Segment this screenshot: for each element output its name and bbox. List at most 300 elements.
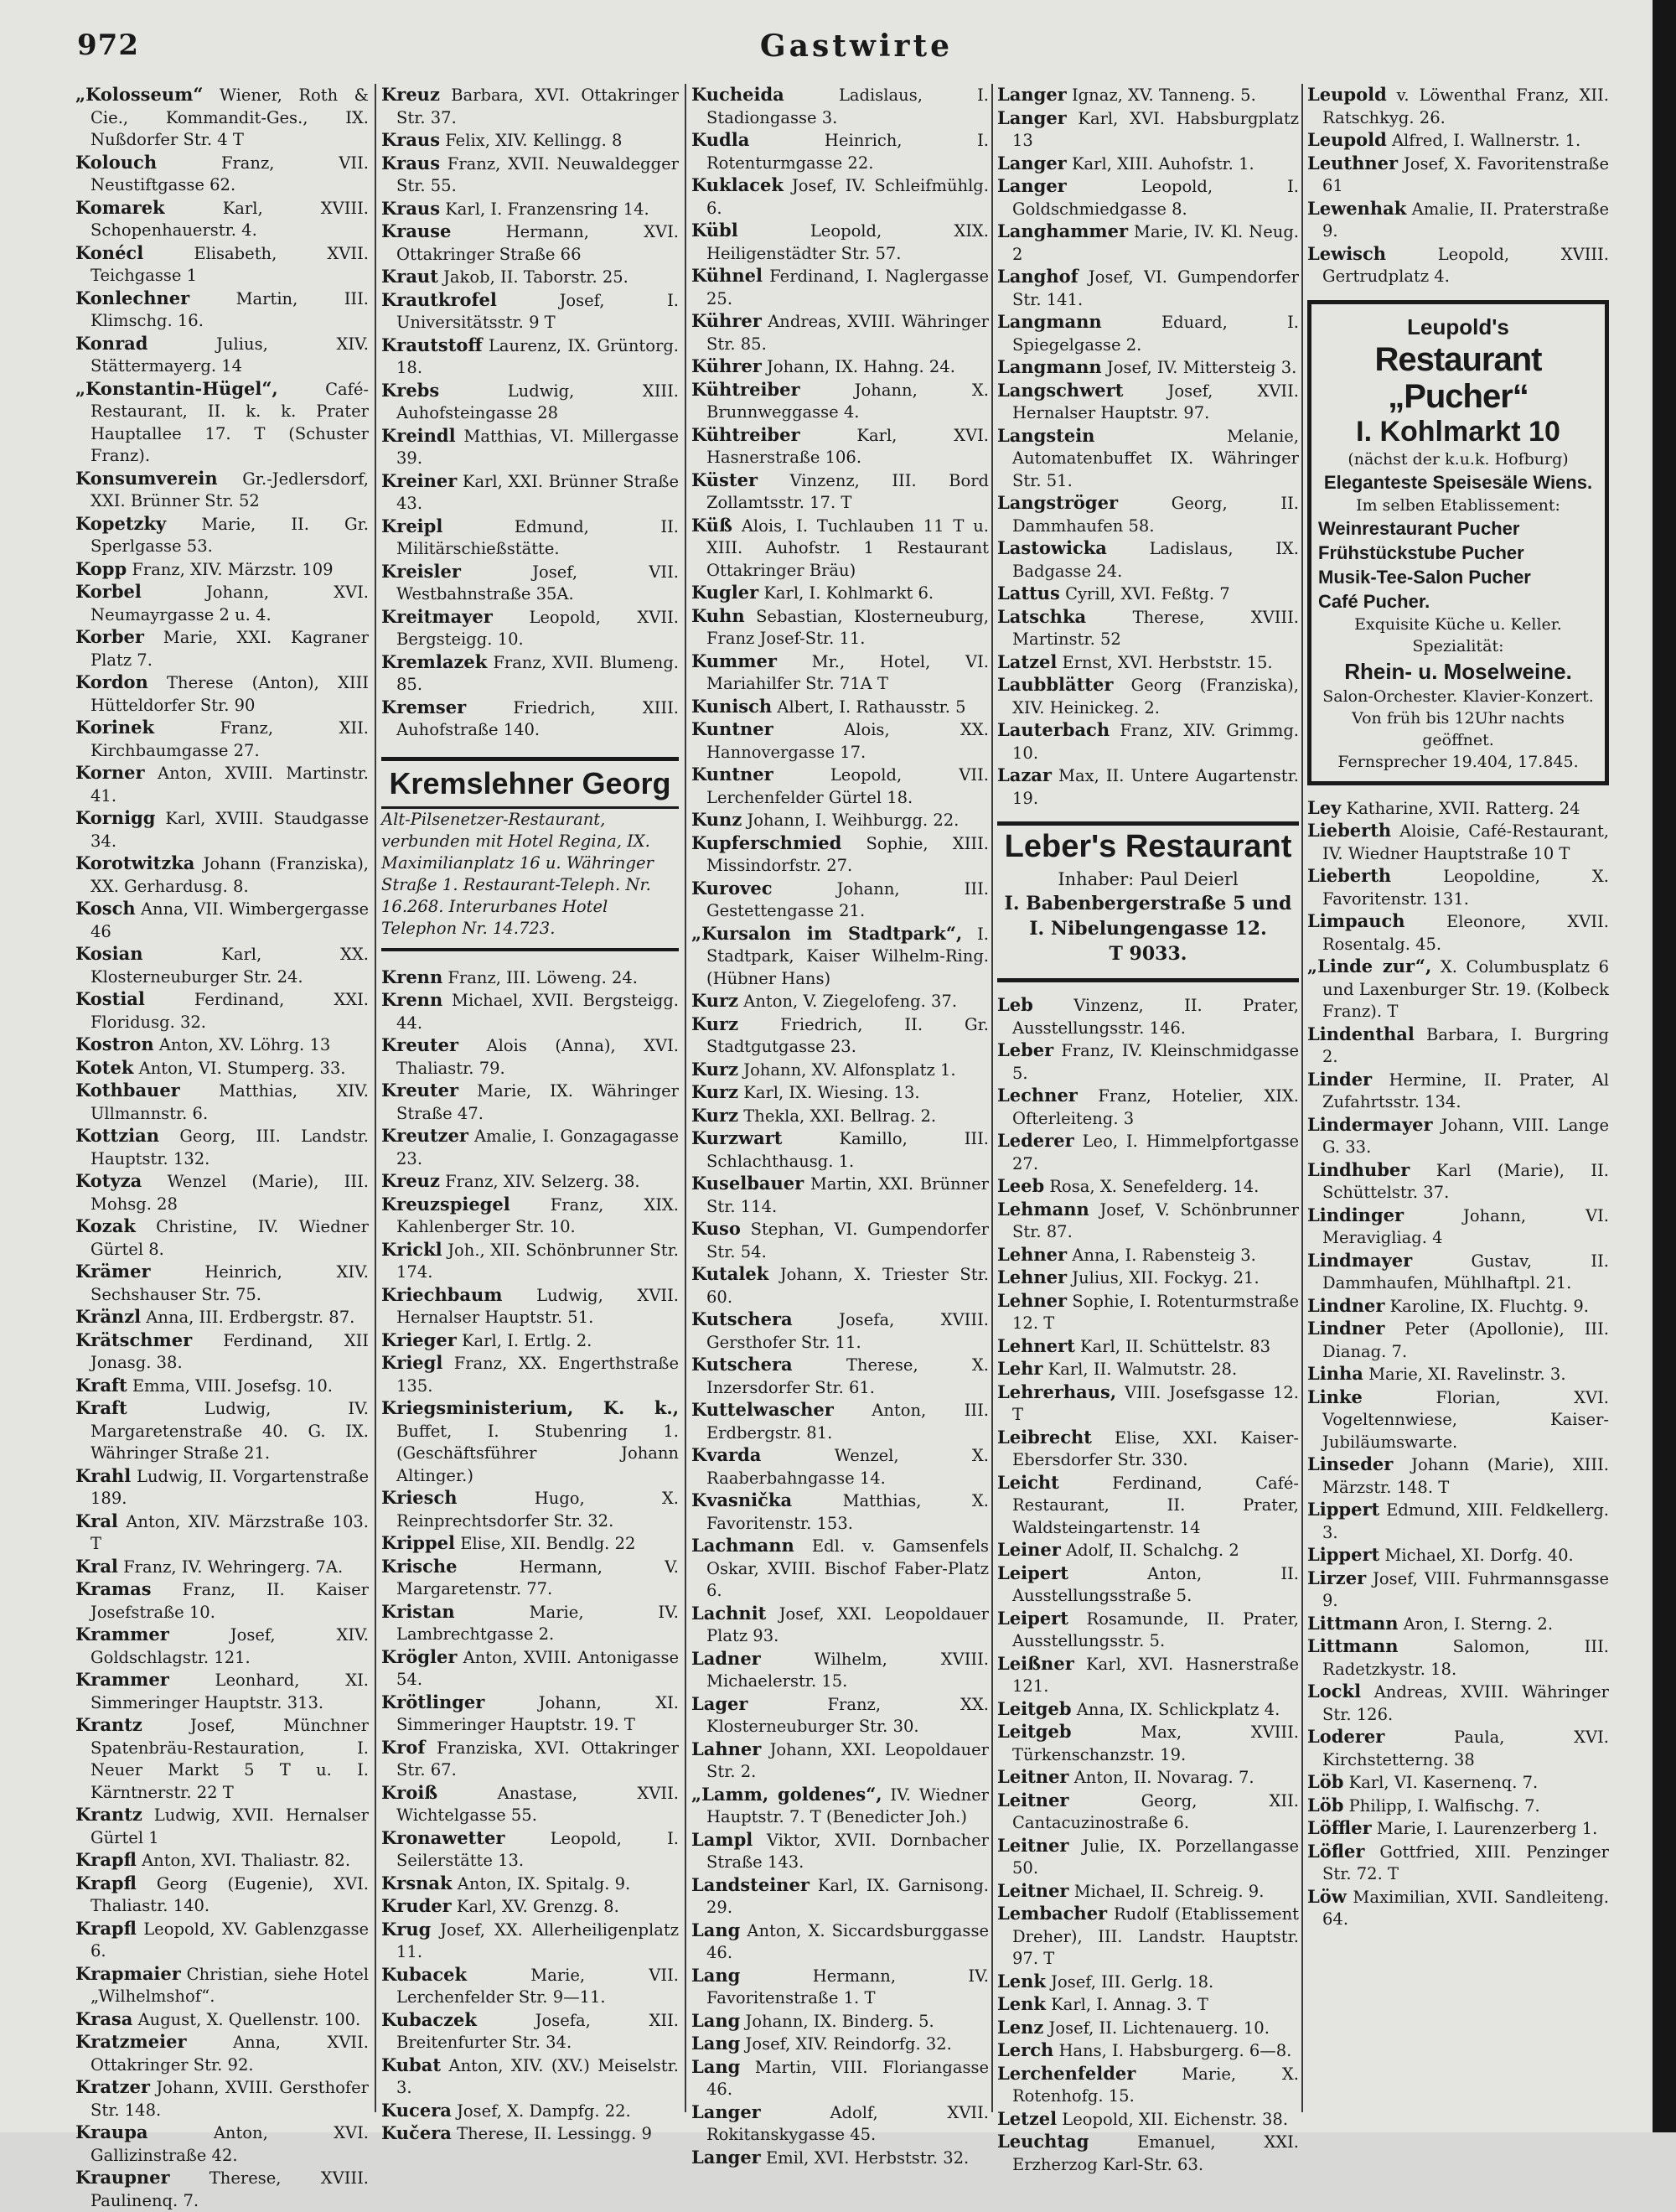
entry-details: Franz, XIX. Kahlenberger Str. 10. — [396, 1194, 680, 1236]
entry-name: Küß — [691, 514, 733, 536]
entry-details: Anton, XV. Löhrg. 13 — [158, 1035, 331, 1054]
entry-name: Kreiner — [381, 469, 458, 491]
directory-entry — [691, 990, 989, 1013]
directory-entry — [75, 242, 369, 288]
directory-entry — [997, 2063, 1299, 2108]
ad-special: Rhein- u. Moselweine. — [1344, 658, 1572, 684]
directory-entry — [1307, 153, 1609, 198]
entry-name: Kreuter — [381, 1034, 459, 1055]
entry-details: Johann, III. Gestettengasse 21. — [706, 878, 989, 920]
directory-entry — [997, 266, 1299, 311]
entry-details: Max, II. Untere Augartenstr. 19. — [1012, 766, 1299, 808]
entry-name: Krautstoff — [381, 334, 483, 355]
entry-details: Joh., XII. Schönbrunner Str. 174. — [396, 1240, 679, 1282]
directory-entry — [997, 220, 1299, 266]
entry-list — [381, 966, 679, 2146]
entry-details: Anton, XVIII. Martinstr. 41. — [91, 764, 369, 806]
entry-details: Leopold, VII. Lerchenfelder Gürtel 18. — [706, 765, 989, 807]
directory-entry — [75, 333, 369, 378]
entry-name: Krieger — [381, 1329, 457, 1350]
directory-entry — [381, 1487, 679, 1532]
entry-details: Josef, Münchner Spatenbräu-Restauration, I. Neuer Markt 5 T u. I. Kärntnerstr. 22 T — [91, 1716, 370, 1802]
entry-details: Ludwig, IV. Margaretenstraße 40. G. IX. Währinger Straße 21. — [91, 1399, 369, 1463]
entry-details: Wilhelm, XVIII. Michaelerstr. 15. — [706, 1649, 989, 1691]
directory-entry — [75, 717, 369, 762]
entry-name: Krof — [381, 1736, 426, 1758]
entry-name: Korotwitzka — [75, 852, 195, 873]
entry-details: Paula, XVI. Kirchstetterng. 38 — [1322, 1728, 1609, 1769]
entry-list — [75, 84, 369, 2212]
entry-details: Karl, XVI. Habsburgplatz 13 — [1012, 108, 1299, 150]
directory-entry — [691, 878, 989, 923]
entry-details: Edmund, II. Militärschießstätte. — [396, 516, 679, 558]
directory-entry — [381, 697, 679, 742]
entry-details: Andreas, XVIII. Währinger Str. 126. — [1322, 1682, 1609, 1724]
directory-entry — [75, 1804, 369, 1849]
entry-name: Kraupa — [75, 2121, 148, 2142]
entry-name: Kränzl — [75, 1306, 142, 1327]
entry-details: Amalie, I. Gonzagagasse 23. — [396, 1127, 679, 1168]
entry-name: Leitgeb — [997, 1697, 1072, 1719]
directory-entry — [1307, 1023, 1609, 1069]
directory-entry — [1307, 1204, 1609, 1250]
entry-details: Johann, XVI. Neumayrgasse 2 u. 4. — [91, 583, 369, 624]
entry-details: Johann, VIII. Lange G. 33. — [1322, 1115, 1609, 1157]
entry-details: Georg (Franziska), XIV. Heinickeg. 2. — [1012, 676, 1299, 717]
entry-details: Max, XVIII. Türkenschanzstr. 19. — [1012, 1722, 1300, 1764]
entry-details: Adolf, II. Schalchg. 2 — [1066, 1541, 1239, 1560]
directory-entry — [381, 84, 679, 129]
entry-details: Amalie, II. Praterstraße 9. — [1322, 199, 1609, 241]
directory-entry — [1307, 820, 1609, 865]
entry-details: Aloisie, Café-Restaurant, IV. Wiedner Hauptstraße 10 T — [1322, 821, 1609, 863]
entry-details: Wenzel, X. Raaberbahngasse 14. — [706, 1446, 989, 1488]
directory-entry — [75, 807, 369, 852]
entry-name: Lang — [691, 2033, 741, 2054]
entry-details: Hermann, XVI. Ottakringer Straße 66 — [396, 222, 679, 264]
entry-details: Christian, siehe Hotel „Wilhelmshof“. — [91, 1964, 370, 2006]
entry-name: Kraut — [381, 266, 438, 287]
entry-name: Krantz — [75, 1714, 142, 1735]
entry-name: Krebs — [381, 379, 440, 401]
entry-details: Marie, XI. Ravelinstr. 3. — [1368, 1365, 1566, 1384]
entry-name: Lehr — [997, 1358, 1043, 1379]
entry-name: Lechner — [997, 1085, 1078, 1106]
directory-entry — [997, 1971, 1299, 1994]
directory-entry — [75, 1329, 369, 1375]
column-5 — [1307, 84, 1609, 2112]
directory-entry — [75, 671, 369, 717]
ad-intro: Im selben Etablissement: — [1356, 495, 1560, 515]
entry-list — [1307, 84, 1609, 288]
entry-name: Kostron — [75, 1033, 154, 1054]
entry-name: Lang — [691, 2009, 741, 2031]
entry-name: Leiner — [997, 1539, 1061, 1560]
directory-entry — [691, 605, 989, 650]
entry-name: Kroiß — [381, 1781, 438, 1803]
entry-details: Anna, IX. Schlickplatz 4. — [1076, 1699, 1280, 1719]
entry-name: Krapmaier — [75, 1962, 181, 1984]
entry-details: Leopold, I. Seilerstätte 13. — [396, 1828, 679, 1870]
directory-entry — [75, 1849, 369, 1873]
entry-name: Leb — [997, 994, 1033, 1015]
directory-entry — [691, 265, 989, 310]
directory-entry — [997, 1290, 1299, 1335]
entry-details: Hermann, V. Margaretenstr. 77. — [396, 1557, 679, 1598]
entry-details: Hermine, II. Prater, Al Zufahrtsstr. 134. — [1322, 1070, 1609, 1111]
directory-entry — [691, 220, 989, 265]
entry-details: Karl, XXI. Brünner Straße 43. — [396, 471, 679, 513]
entry-name: Kornigg — [75, 807, 156, 828]
column-1 — [75, 84, 370, 2210]
entry-details: Leo, I. Himmelpfortgasse 27. — [1012, 1132, 1299, 1173]
directory-entry — [691, 1127, 989, 1173]
column-2 — [381, 84, 680, 2143]
directory-entry — [1307, 1499, 1609, 1544]
column-rule — [375, 84, 376, 2112]
directory-entry — [997, 994, 1299, 1039]
entry-name: Kramas — [75, 1578, 152, 1599]
directory-entry — [75, 898, 369, 943]
entry-name: Krapfl — [75, 1849, 137, 1870]
entry-name: Langer — [997, 175, 1067, 196]
entry-details: Franz, XVII. Neuwaldegger Str. 55. — [396, 153, 679, 195]
entry-details: Marie, XXI. Kagraner Platz 7. — [91, 628, 370, 670]
entry-name: Kreuzspiegel — [381, 1193, 510, 1215]
directory-entry — [75, 1465, 369, 1510]
entry-details: Ignaz, XV. Tanneng. 5. — [1071, 85, 1256, 105]
entry-details: Anton, X. Siccardsburggasse 46. — [706, 1920, 989, 1962]
entry-details: Friedrich, II. Gr. Stadtgutgasse 23. — [706, 1014, 989, 1056]
directory-entry — [75, 468, 369, 513]
entry-details: Karl, I. Franzensring 14. — [445, 199, 649, 219]
entry-details: Anton, IX. Spitalg. 9. — [457, 1873, 631, 1893]
column-4 — [997, 84, 1300, 2174]
entry-name: Lachmann — [691, 1535, 794, 1556]
entry-details: Leopold, XVII. Bergsteigg. 10. — [396, 607, 679, 649]
entry-details: Alois, XX. Hannovergasse 17. — [706, 720, 989, 762]
entry-name: Kucheida — [691, 84, 784, 105]
entry-name: Krahl — [75, 1464, 132, 1486]
directory-entry — [1307, 1841, 1609, 1886]
entry-name: Kratzmeier — [75, 2031, 187, 2052]
directory-entry — [381, 1329, 679, 1353]
entry-name: Krögler — [381, 1645, 458, 1667]
directory-entry — [997, 492, 1299, 537]
directory-entry — [691, 1919, 989, 1965]
entry-details: Anton, XVI. Gallizinstraße 42. — [91, 2123, 369, 2165]
entry-details: Barbara, XVI. Ottakringer Str. 37. — [396, 85, 679, 127]
directory-entry — [381, 1080, 679, 1125]
ad-title: Kremslehner Georg — [381, 757, 679, 809]
entry-name: Lenz — [997, 2016, 1044, 2038]
running-head: Gastwirte — [759, 28, 954, 64]
entry-name: Leitner — [997, 1789, 1069, 1811]
entry-details: Therese, XVIII. Paulinenq. 7. — [91, 2168, 369, 2210]
entry-details: Marie, IV. Kl. Neug. 2 — [1012, 222, 1299, 264]
directory-entry — [75, 84, 369, 152]
entry-name: Leuthner — [1307, 152, 1399, 174]
entry-name: Leuchtag — [997, 2131, 1089, 2152]
entry-name: Lang — [691, 2055, 741, 2077]
ad-body: Alt-Pilsenetzer-Restaurant, verbunden mit Hotel Regina, IX. Maximilianplatz 16 u. Währinger Straße 1. Restaurant-Teleph. Nr. 16.268. Interurbanes Hotel Telephon Nr. 14.723. — [381, 809, 679, 951]
entry-details: Michael, XVII. Bergsteigg. 44. — [396, 991, 679, 1033]
entry-details: Josef, III. Gerlg. 18. — [1051, 1971, 1214, 1992]
entry-name: Krsnak — [381, 1872, 453, 1893]
entry-details: Karl, XV. Grenzg. 8. — [456, 1897, 619, 1916]
entry-details: Franz, XVII. Blumeng. 85. — [396, 652, 680, 694]
entry-name: Kübl — [691, 220, 738, 241]
directory-entry — [691, 1354, 989, 1399]
entry-name: Kronawetter — [381, 1826, 505, 1848]
directory-entry — [691, 2010, 989, 2033]
directory-entry — [691, 1489, 989, 1535]
entry-name: Kuntner — [691, 764, 773, 785]
directory-entry — [381, 129, 679, 153]
directory-entry — [691, 1218, 989, 1263]
entry-name: Langstein — [997, 424, 1095, 446]
entry-name: Krapfl — [75, 1917, 137, 1939]
directory-entry — [691, 1399, 989, 1444]
directory-entry — [691, 2147, 989, 2170]
entry-name: Korber — [75, 626, 144, 647]
entry-name: Kührer — [691, 310, 762, 331]
entry-details: Katharine, XVII. Ratterg. 24 — [1346, 798, 1580, 818]
entry-details: Julius, XII. Fockyg. 21. — [1072, 1268, 1260, 1287]
entry-details: Martin, III. Klimschg. 16. — [91, 288, 370, 330]
entry-details: Hugo, X. Reinprechtsdorfer Str. 32. — [396, 1489, 680, 1531]
ad-address: I. Babenbergerstraße 5 und I. Nibelungengasse 12. — [1004, 893, 1292, 940]
directory-entry — [691, 1693, 989, 1738]
entry-details: Leopold, XV. Gablenzgasse 6. — [91, 1919, 370, 1961]
directory-entry — [75, 378, 369, 468]
entry-name: Kubaczek — [381, 2008, 477, 2030]
entry-name: Kordon — [75, 671, 148, 692]
directory-entry — [997, 1199, 1299, 1244]
entry-name: Kurovec — [691, 877, 773, 899]
directory-entry — [1307, 1726, 1609, 1771]
directory-entry — [1307, 1453, 1609, 1499]
directory-entry — [691, 355, 989, 379]
entry-details: Franz, XIV. Grimmg. 10. — [1012, 721, 1299, 763]
directory-entry — [1307, 129, 1609, 153]
directory-entry — [75, 1578, 369, 1624]
entry-name: Leupold — [1307, 129, 1387, 150]
entry-details: Franz, III. Löweng. 24. — [447, 967, 639, 987]
entry-details: Peter (Apollonie), III. Dianag. 7. — [1322, 1319, 1609, 1361]
directory-entry — [75, 1963, 369, 2008]
entry-list — [997, 994, 1299, 2176]
directory-entry — [691, 764, 989, 809]
entry-name: Leitner — [997, 1834, 1069, 1856]
directory-entry — [75, 1669, 369, 1714]
entry-details: Marie, I. Laurenzerberg 1. — [1376, 1819, 1598, 1838]
directory-entry — [997, 356, 1299, 380]
ad-venue: Weinrestaurant Pucher — [1318, 517, 1520, 539]
entry-name: Kummer — [691, 650, 777, 671]
entry-name: Littmann — [1307, 1635, 1399, 1656]
directory-entry — [997, 84, 1299, 107]
entry-name: Lindner — [1307, 1294, 1385, 1316]
entry-details: Anton, II. Ausstellungsstraße 5. — [1012, 1563, 1299, 1605]
column-rule — [1301, 84, 1303, 2112]
entry-name: Kunz — [691, 809, 742, 830]
entry-details: Leopold, XII. Eichenstr. 38. — [1062, 2109, 1289, 2129]
directory-entry — [75, 1918, 369, 1963]
directory-entry — [381, 515, 679, 561]
entry-details: Stephan, VI. Gumpendorfer Str. 54. — [706, 1220, 990, 1261]
entry-details: Martin, XXI. Brünner Str. 114. — [706, 1174, 989, 1216]
directory-entry — [381, 289, 679, 334]
advertisement-pucher — [1307, 300, 1609, 785]
directory-entry — [997, 2108, 1299, 2132]
entry-details: Ferdinand, I. Naglergasse 25. — [706, 267, 990, 308]
entry-details: Josef, X. Favoritenstraße 61 — [1322, 153, 1610, 195]
entry-details: Buffet, I. Stubenring 1. (Geschäftsführer Johann Altinger.) — [396, 1421, 679, 1485]
entry-name: Kozak — [75, 1215, 136, 1236]
directory-entry — [997, 1903, 1299, 1971]
directory-entry — [381, 1125, 679, 1170]
directory-entry — [381, 1170, 679, 1194]
directory-entry — [381, 1782, 679, 1827]
directory-entry — [381, 1397, 679, 1487]
entry-name: Loderer — [1307, 1726, 1385, 1747]
entry-name: Kurz — [691, 990, 739, 1011]
entry-name: „Kursalon im Stadtpark“, — [691, 922, 963, 944]
directory-entry — [75, 1080, 369, 1125]
directory-entry — [75, 1125, 369, 1170]
entry-details: Josef, IV. Schleifmühlg. 6. — [706, 176, 989, 218]
entry-details: Karl, II. Walmutstr. 28. — [1048, 1360, 1238, 1379]
directory-entry — [381, 1691, 679, 1737]
directory-entry — [75, 626, 369, 671]
entry-details: Karl, VI. Kasernenq. 7. — [1348, 1773, 1539, 1792]
entry-name: Kolouch — [75, 151, 158, 173]
directory-entry — [1307, 1771, 1609, 1795]
entry-name: Langschwert — [997, 379, 1124, 401]
entry-details: Franz, XII. Kirchbaumgasse 27. — [91, 718, 369, 760]
entry-details: Alois (Anna), XVI. Thaliastr. 79. — [396, 1036, 680, 1078]
directory-entry — [75, 1375, 369, 1398]
entry-details: Leopold, I. Goldschmiedgasse 8. — [1012, 177, 1299, 219]
entry-name: Lastowicka — [997, 537, 1107, 558]
entry-details: Ferdinand, XXI. Floridusg. 32. — [91, 990, 369, 1032]
directory-entry — [75, 1057, 369, 1080]
entry-details: Leopold, XIX. Heiligenstädter Str. 57. — [706, 221, 990, 263]
entry-name: Lindhuber — [1307, 1158, 1410, 1180]
entry-details: Marie, IV. Lambrechtgasse 2. — [396, 1602, 679, 1644]
directory-entry — [75, 762, 369, 807]
entry-details: Therese (Anton), XIII Hütteldorfer Str. 90 — [91, 673, 370, 715]
entry-details: Felix, XIV. Kellingg. 8 — [445, 131, 623, 150]
entry-details: Sebastian, Klosterneuburg, Franz Josef-Str. 11. — [706, 606, 989, 648]
entry-name: Ley — [1307, 796, 1342, 818]
entry-name: Lippert — [1307, 1499, 1380, 1520]
directory-entry — [381, 1827, 679, 1873]
entry-details: Johann, I. Weihburgg. 22. — [747, 811, 960, 830]
entry-name: Kristan — [381, 1600, 455, 1622]
entry-details: Johann, XXI. Leopoldauer Str. 2. — [706, 1739, 990, 1781]
entry-details: Karl, II. Schüttelstr. 83 — [1080, 1336, 1271, 1356]
entry-details: Rosamunde, II. Prater, Ausstellungsstr. 5. — [1012, 1608, 1299, 1650]
ad-phone: T 9033. — [1109, 943, 1187, 965]
entry-name: Krammer — [75, 1624, 169, 1645]
ad-owner: Inhaber: Paul Deierl — [1058, 869, 1239, 889]
entry-details: Thekla, XXI. Bellrag. 2. — [743, 1106, 937, 1126]
entry-details: Julius, XIV. Stättermayerg. 14 — [91, 334, 369, 376]
entry-name: Konécl — [75, 241, 144, 263]
entry-details: Cyrill, XVI. Feßtg. 7 — [1065, 584, 1230, 604]
entry-name: Komarek — [75, 196, 165, 218]
directory-entry — [75, 1714, 369, 1804]
entry-name: Linha — [1307, 1363, 1363, 1384]
directory-entry — [381, 1919, 679, 1964]
entry-details: Johann, IX. Binderg. 5. — [745, 2011, 934, 2031]
entry-name: Lockl — [1307, 1681, 1362, 1702]
entry-name: Kudla — [691, 129, 750, 150]
directory-entry — [381, 1964, 679, 2009]
entry-name: Kurz — [691, 1058, 739, 1080]
directory-entry — [997, 2039, 1299, 2063]
directory-entry — [691, 129, 989, 174]
directory-entry — [997, 537, 1299, 583]
entry-details: Gottfried, XIII. Penzinger Str. 72. T — [1322, 1842, 1609, 1883]
entry-details: Anton, XVI. Thaliastr. 82. — [142, 1851, 351, 1870]
directory-entry — [691, 174, 989, 220]
entry-name: Littmann — [1307, 1612, 1399, 1634]
entry-name: Kreindl — [381, 424, 456, 446]
entry-details: Adolf, XVII. Rokitanskygasse 45. — [706, 2102, 990, 2144]
entry-name: Krammer — [75, 1669, 169, 1690]
entry-details: Karoline, IX. Fluchtg. 9. — [1389, 1296, 1589, 1316]
entry-name: Lenk — [997, 1993, 1046, 2014]
directory-entry — [1307, 1069, 1609, 1114]
entry-details: Rosa, X. Senefelderg. 14. — [1049, 1177, 1260, 1196]
directory-entry — [75, 1873, 369, 1918]
entry-details: Anton, XIV. (XV.) Meiselstr. 3. — [396, 2055, 679, 2097]
directory-entry — [691, 469, 989, 515]
directory-entry — [1307, 1567, 1609, 1613]
entry-details: Michael, II. Schreig. 9. — [1073, 1881, 1265, 1901]
directory-entry — [997, 2017, 1299, 2040]
directory-entry — [75, 1261, 369, 1306]
directory-entry — [381, 651, 679, 697]
entry-details: Johann, XV. Alfonsplatz 1. — [743, 1059, 956, 1080]
entry-details: Marie, VII. Lerchenfelder Str. 9—11. — [396, 1965, 679, 2007]
entry-details: Michael, XI. Dorfg. 40. — [1384, 1546, 1574, 1565]
entry-name: Laubblätter — [997, 674, 1114, 695]
directory-entry — [75, 1624, 369, 1669]
entry-details: Karl (Marie), II. Schüttelstr. 37. — [1322, 1160, 1610, 1202]
directory-entry — [997, 2131, 1299, 2176]
directory-entry — [691, 1308, 989, 1354]
entry-details: Aron, I. Sterng. 2. — [1403, 1614, 1554, 1634]
directory-entry — [75, 988, 369, 1033]
directory-entry — [997, 425, 1299, 493]
directory-entry — [997, 1880, 1299, 1904]
entry-details: Ladislaus, IX. Badgasse 24. — [1012, 539, 1299, 581]
entry-details: Café-Restaurant, II. k. k. Prater Hauptallee 17. T (Schuster Franz). — [91, 379, 369, 465]
directory-entry — [381, 198, 679, 221]
entry-name: Langhammer — [997, 220, 1129, 241]
entry-name: Kriesch — [381, 1487, 458, 1508]
directory-entry — [75, 288, 369, 333]
entry-name: Kurzwart — [691, 1127, 783, 1148]
entry-name: Langhof — [997, 266, 1079, 287]
entry-name: Lindenthal — [1307, 1023, 1415, 1044]
entry-name: Kupferschmied — [691, 831, 842, 853]
entry-details: Laurenz, IX. Grüntorg. 18. — [396, 335, 679, 377]
